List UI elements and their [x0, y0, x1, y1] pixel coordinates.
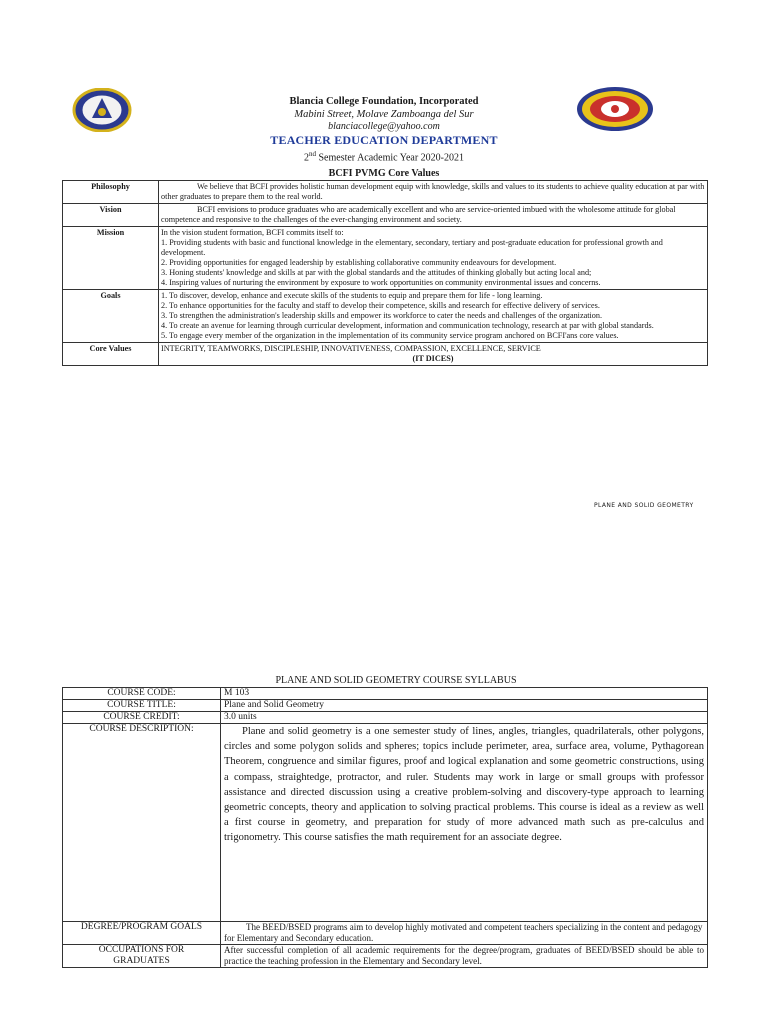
running-header-note: PLANE AND SOLID GEOMETRY — [594, 502, 694, 509]
occupations-label-line: GRADUATES — [113, 956, 170, 966]
goal-item: 3. To strengthen the administration's leadership skills and empower its workforce to cater the needs and challenges of the organization. — [161, 311, 603, 320]
core-values-row — [63, 343, 708, 366]
institution-name: Blancia College Foundation, Incorporated — [289, 96, 479, 107]
occupations-label-line: OCCUPATIONS FOR — [98, 945, 185, 955]
mission-intro: In the vision student formation, BCFI commits itself to: — [161, 228, 344, 237]
core-values-acronym: (IT DICES) — [412, 354, 454, 363]
vision-text: BCFI envisions to produce graduates who are academically excellent and who are service-oriented imbued with the wholesome attitude for global competence and responsive to the challenges of the ever-changing environment and society. — [159, 204, 708, 227]
mission-item: 3. Honing students' knowledge and skills at par with the global standards and the attitudes of thinking globally but acting local and; — [161, 268, 592, 277]
course-description-label: COURSE DESCRIPTION: — [63, 724, 221, 922]
course-credit-label: COURSE CREDIT: — [63, 712, 221, 724]
occupations-value: After successful completion of all academic requirements for the degree/program, graduates of BEED/BSED should be able to practice the teaching profession in the Elementary and Secondary level. — [221, 945, 708, 968]
mission-item: 2. Providing opportunities for engaged leadership by establishing collaborative community endeavours for development. — [161, 258, 557, 267]
document-header — [0, 95, 768, 164]
mission-label: Mission — [63, 227, 159, 290]
occupations-label — [63, 945, 221, 968]
goals-row — [63, 290, 708, 343]
course-code-value: M 103 — [221, 688, 708, 700]
vision-row — [63, 204, 708, 227]
syllabus-table — [62, 687, 708, 968]
course-code-label: COURSE CODE: — [63, 688, 221, 700]
pvmg-table — [62, 180, 708, 366]
institution-address: Mabini Street, Molave Zamboanga del Sur — [294, 109, 474, 120]
mission-row — [63, 227, 708, 290]
core-values-cell — [159, 343, 708, 366]
goal-item: 4. To create an avenue for learning through curricular development, information and communication technology, research at par with global standards. — [161, 321, 654, 330]
philosophy-row — [63, 181, 708, 204]
program-goals-row — [63, 922, 708, 945]
course-code-row — [63, 688, 708, 700]
goal-item: 1. To discover, develop, enhance and execute skills of the students to equip and prepare them for life - long learning. — [161, 291, 543, 300]
goal-item: 2. To enhance opportunities for the faculty and staff to develop their competence, skills and research for effective delivery of services. — [161, 301, 600, 310]
semester-ordinal-suffix: nd — [308, 150, 316, 158]
program-goals-value: The BEED/BSED programs aim to develop highly motivated and competent teachers specializing in the content and pedagogy for Elementary and Secondary education. — [221, 922, 708, 945]
course-title-row — [63, 700, 708, 712]
department-name: TEACHER EDUCATION DEPARTMENT — [270, 133, 498, 147]
semester-text: Semester Academic Year 2020-2021 — [315, 152, 465, 164]
semester-line — [0, 148, 768, 164]
course-description-row — [63, 724, 708, 922]
vision-label: Vision — [63, 204, 159, 227]
course-description-value: Plane and solid geometry is a one semester study of lines, angles, triangles, quadrilaterals, other polygons, circles and some polygon solids and spheres; topics include perimeter, area, surface area, volume, Pythagorean Theorem, congruence and similar figures, proof and logical explanation and some geometric constructions, using a compass, straightedge, protractor, and ruler. Students may work in large or small groups with professor assistance and directed discussion using a creative problem-solving and discovery-type approach to learning geometric concepts, theory and application to solving practical problems. This course is ideal as a review as well a first course in geometry, and preparation for study of more advanced math such as pre-calculus and trigonometry. This course satisfies the math requirement for an associate degree. — [221, 724, 708, 922]
goals-text — [159, 290, 708, 343]
institution-email: blanciacollege@yahoo.com — [328, 121, 440, 132]
mission-text — [159, 227, 708, 290]
pvmg-title: BCFI PVMG Core Values — [328, 168, 440, 179]
course-title-label: COURSE TITLE: — [63, 700, 221, 712]
occupations-row — [63, 945, 708, 968]
mission-item: 4. Inspiring values of nurturing the environment by exposure to work opportunities on community environmental issues and concerns. — [161, 278, 601, 287]
program-goals-label: DEGREE/PROGRAM GOALS — [63, 922, 221, 945]
course-title-value: Plane and Solid Geometry — [221, 700, 708, 712]
goal-item: 5. To engage every member of the organization in the implementation of its community service program anchored on BCFI'ans core values. — [161, 331, 619, 340]
core-values-label: Core Values — [63, 343, 159, 366]
mission-item: 1. Providing students with basic and functional knowledge in the elementary, secondary, tertiary and post-graduate education for professional growth and development. — [161, 238, 663, 257]
philosophy-text: We believe that BCFI provides holistic human development equip with knowledge, skills and values to its students to achieve quality education at par with other graduates to prepare them to the real world. — [159, 181, 708, 204]
course-credit-row — [63, 712, 708, 724]
semester-number: 2 — [303, 152, 309, 164]
philosophy-label: Philosophy — [63, 181, 159, 204]
syllabus-title: PLANE AND SOLID GEOMETRY COURSE SYLLABUS — [275, 675, 517, 686]
goals-label: Goals — [63, 290, 159, 343]
course-credit-value: 3.0 units — [221, 712, 708, 724]
core-values-text: INTEGRITY, TEAMWORKS, DISCIPLESHIP, INNOVATIVENESS, COMPASSION, EXCELLENCE, SERVICE — [161, 344, 541, 353]
